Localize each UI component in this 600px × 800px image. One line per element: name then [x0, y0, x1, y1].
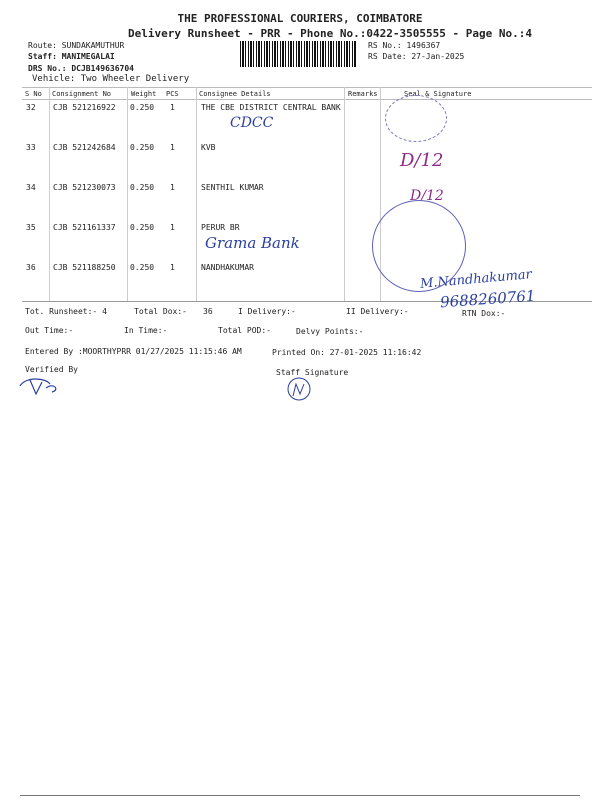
sno: 36: [26, 263, 36, 272]
verified-by: Verified By: [25, 365, 78, 374]
verifier-signature: [16, 374, 66, 398]
weight: 0.250: [130, 263, 155, 272]
out-time: Out Time:-: [25, 326, 74, 335]
handwritten-note: D/12: [400, 150, 444, 171]
header-sno: S No: [25, 90, 42, 98]
handwritten-note: CDCC: [230, 115, 274, 131]
in-time: In Time:-: [124, 326, 168, 335]
weight: 0.250: [130, 183, 155, 192]
table-row: [0, 180, 600, 220]
pcs: 1: [170, 223, 175, 232]
pcs: 1: [170, 183, 175, 192]
pcs: 1: [170, 143, 175, 152]
staff: Staff: MANIMEGALAI: [28, 52, 115, 61]
consignment-no: CJB 521188250: [53, 263, 116, 272]
header-seal: Seal & Signature: [404, 90, 472, 98]
table-row: [0, 220, 600, 260]
sno: 35: [26, 223, 36, 232]
sno: 33: [26, 143, 36, 152]
total-dox-value: 36: [203, 307, 213, 316]
staff-signature: [284, 376, 314, 402]
seal-stamp: [385, 95, 447, 142]
consignment-no: CJB 521230073: [53, 183, 116, 192]
i-delivery: I Delivery:-: [238, 307, 296, 316]
runsheet-subtitle: Delivery Runsheet - PRR - Phone No.:0422-3505555 - Page No.:4: [128, 27, 532, 40]
table-row: [0, 140, 600, 180]
rs-date: RS Date: 27-Jan-2025: [368, 52, 465, 61]
weight: 0.250: [130, 103, 155, 112]
handwritten-note: Grama Bank: [205, 234, 300, 252]
consignment-no: CJB 521161337: [53, 223, 116, 232]
consignee: PERUR BR: [201, 223, 240, 232]
staff-signature-label: Staff Signature: [276, 368, 349, 377]
route: Route: SUNDAKAMUTHUR: [28, 41, 125, 50]
consignee: THE CBE DISTRICT CENTRAL BANK: [201, 103, 341, 112]
vehicle: Vehicle: Two Wheeler Delivery: [32, 74, 190, 84]
printed-on: Printed On: 27-01-2025 11:16:42: [272, 348, 422, 357]
consignee: SENTHIL KUMAR: [201, 183, 264, 192]
rtn-dox: RTN Dox:-: [462, 309, 506, 318]
total-pod: Total POD:-: [218, 326, 271, 335]
weight: 0.250: [130, 143, 155, 152]
entered-by: Entered By :MOORTHYPRR 01/27/2025 11:15:46 AM: [25, 347, 242, 356]
tot-runsheet: Tot. Runsheet:- 4: [25, 307, 107, 316]
drs-number: DRS No.: DCJB149636704: [28, 64, 134, 73]
consignee: KVB: [201, 143, 216, 152]
handwritten-note: D/12: [410, 188, 444, 204]
ii-delivery: II Delivery:-: [346, 307, 409, 316]
consignee: NANDHAKUMAR: [201, 263, 254, 272]
header-consignee: Consignee Details: [199, 90, 271, 98]
barcode: [240, 41, 357, 67]
rs-number: RS No.: 1496367: [368, 41, 441, 50]
bank-seal-stamp: [372, 200, 466, 292]
handwritten-note: M.Nandhakumar: [419, 267, 533, 292]
pcs: 1: [170, 103, 175, 112]
total-dox-label: Total Dox:-: [134, 307, 187, 316]
weight: 0.250: [130, 223, 155, 232]
header-weight: Weight: [131, 90, 157, 98]
company-title: THE PROFESSIONAL COURIERS, COIMBATORE: [177, 12, 423, 25]
sno: 32: [26, 103, 36, 112]
handwritten-phone: 9688260761: [439, 286, 536, 312]
delvy-points: Delvy Points:-: [296, 327, 364, 336]
consignment-no: CJB 521242684: [53, 143, 116, 152]
header-remarks: Remarks: [348, 90, 378, 98]
sno: 34: [26, 183, 36, 192]
header-consignment: Consignment No: [52, 90, 112, 98]
consignment-no: CJB 521216922: [53, 103, 116, 112]
pcs: 1: [170, 263, 175, 272]
table-row: [0, 100, 600, 140]
header-pcs: PCS: [166, 90, 179, 98]
